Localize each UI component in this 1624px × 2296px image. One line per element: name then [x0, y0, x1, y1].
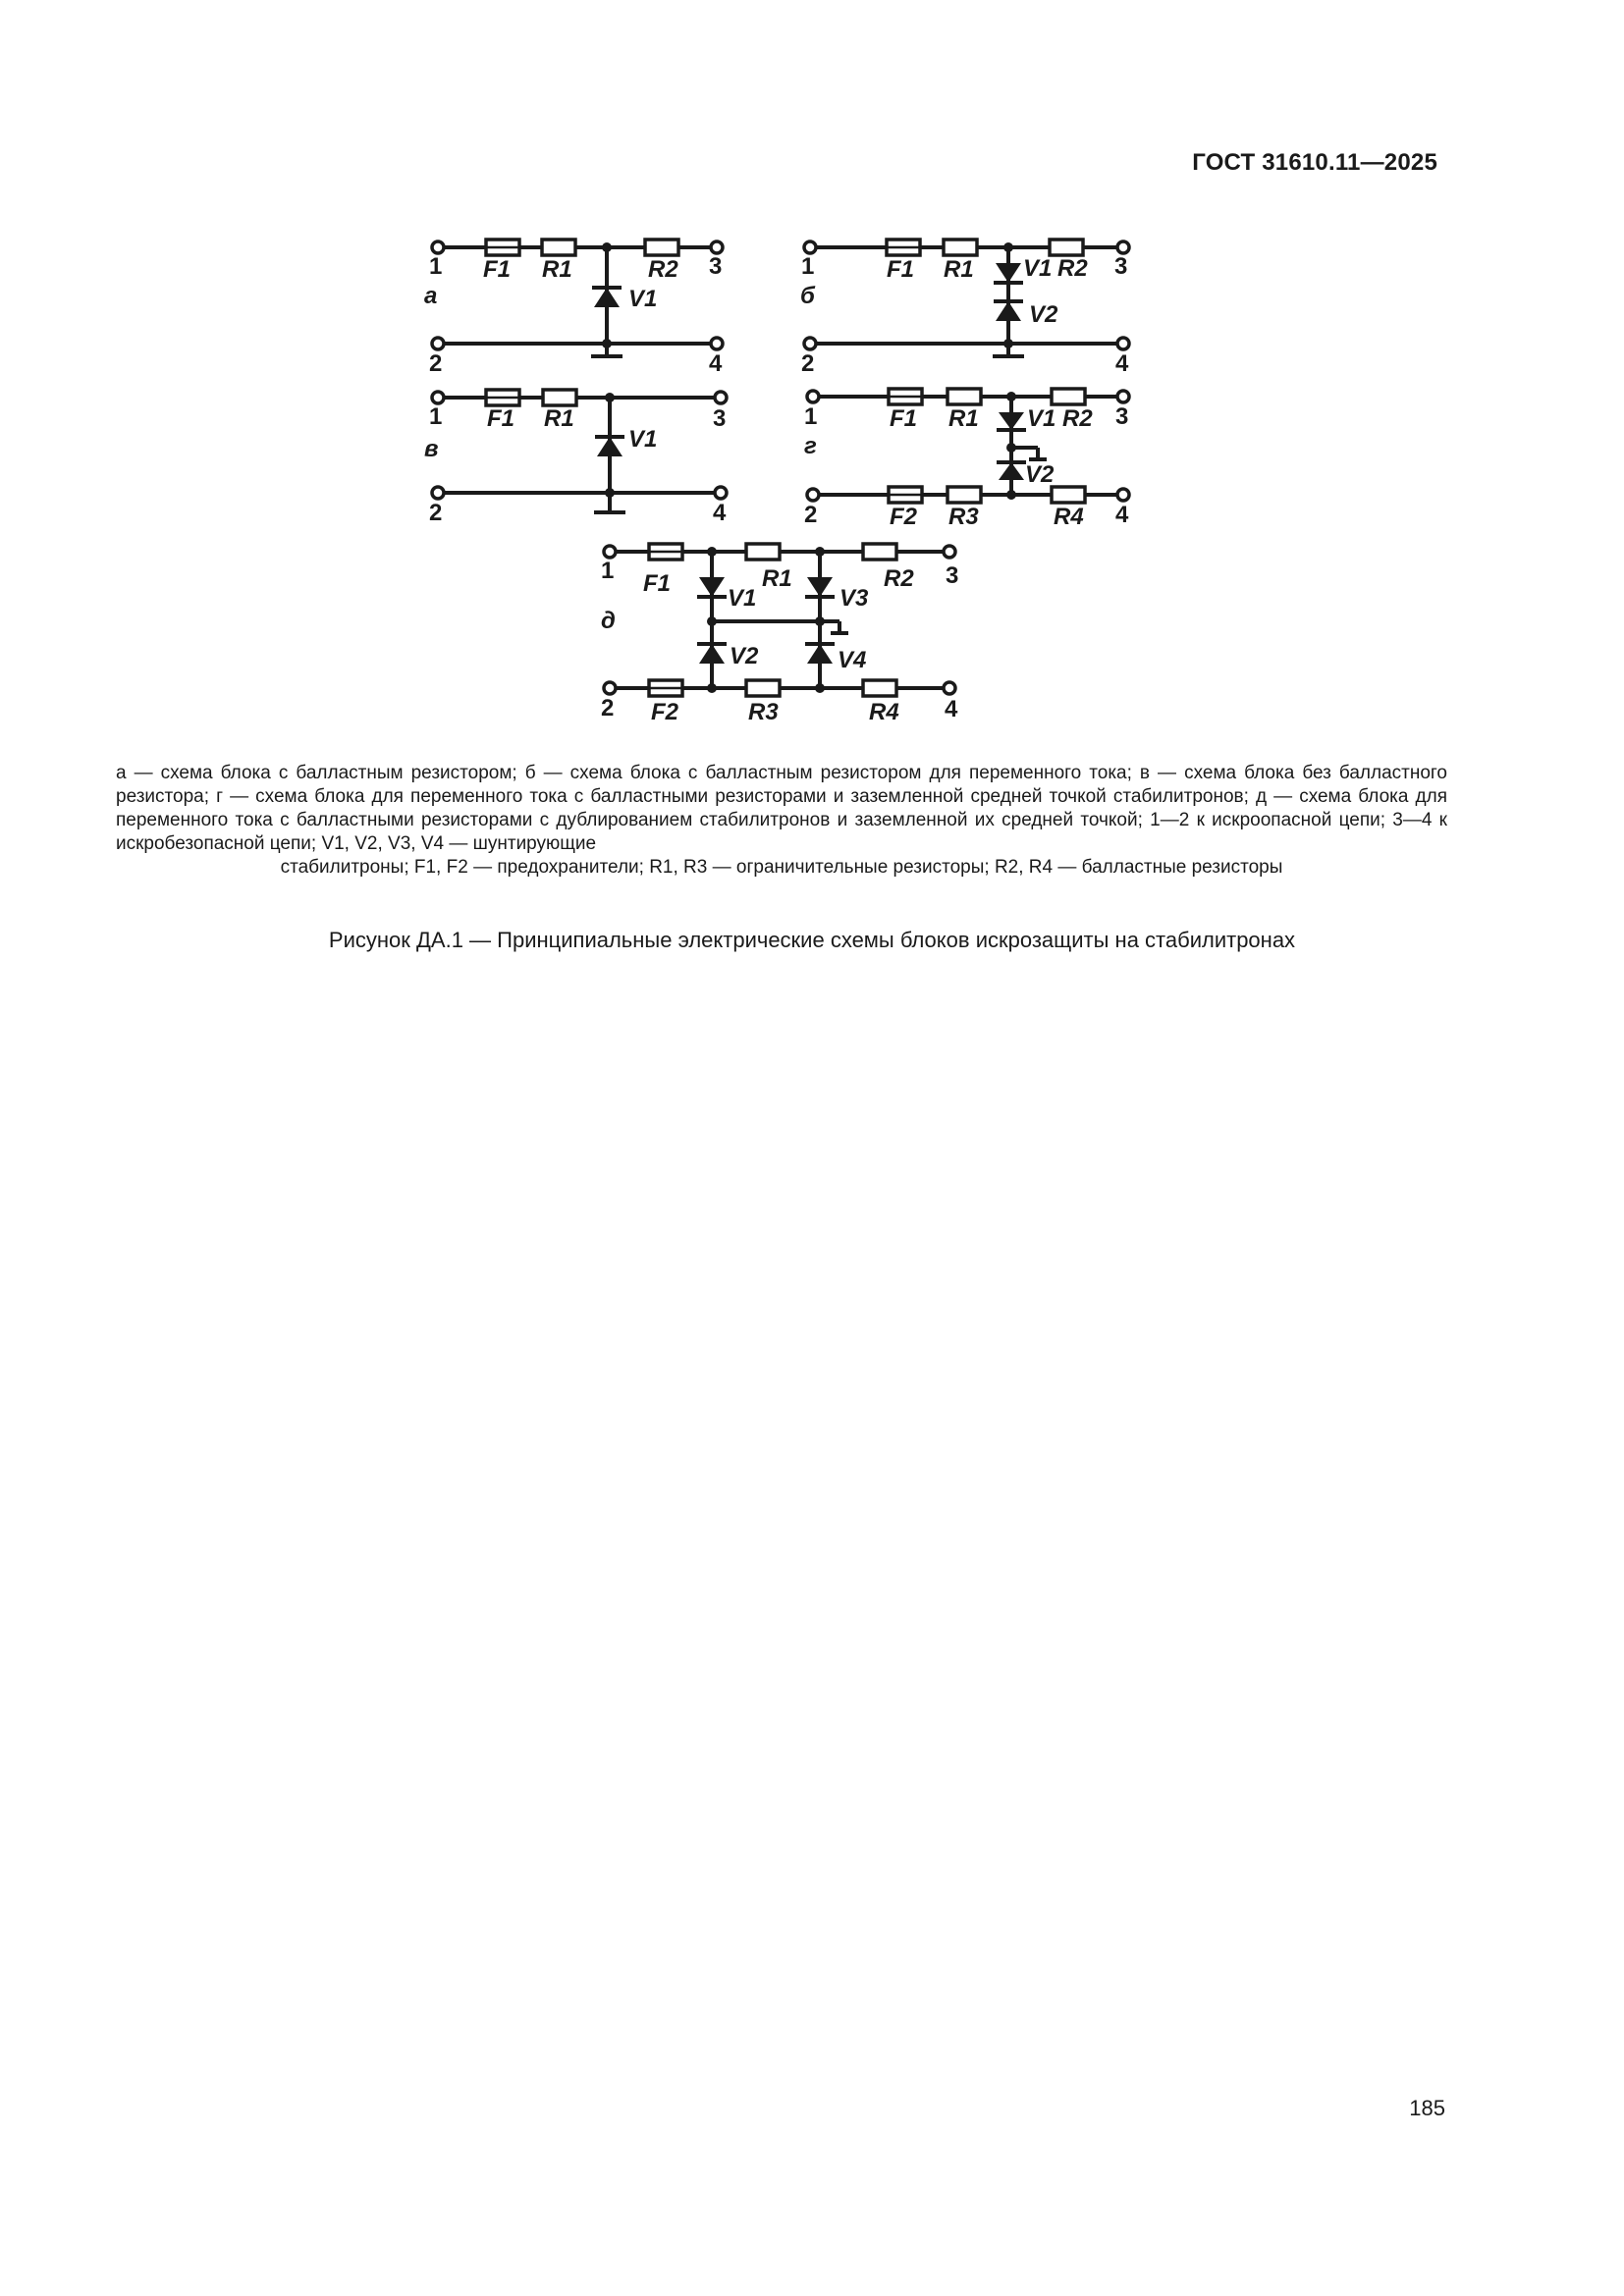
svg-text:3: 3 — [946, 562, 959, 589]
circuit-d — [601, 544, 958, 725]
svg-text:V3: V3 — [839, 585, 869, 612]
terminal-3 — [1117, 391, 1129, 402]
svg-text:R3: R3 — [748, 699, 779, 725]
terminal-4 — [711, 338, 723, 349]
resistor-r2 — [863, 544, 896, 560]
label-a: а — [424, 283, 438, 309]
circuit-b — [800, 240, 1129, 377]
terminal-1 — [804, 241, 816, 253]
resistor-r2 — [645, 240, 678, 255]
zener-diode-v1 — [697, 577, 727, 597]
fuse-f1 — [889, 389, 922, 404]
figure-caption: Рисунок ДА.1 — Принципиальные электрические схемы блоков искрозащиты на стабилитронах — [328, 928, 1296, 952]
svg-text:V1: V1 — [1023, 255, 1053, 282]
svg-text:3: 3 — [709, 253, 723, 280]
circuit-a — [424, 240, 723, 377]
resistor-r1 — [543, 390, 576, 405]
zener-diode-v3 — [805, 577, 835, 597]
circuit-diagrams-figure — [393, 221, 1178, 741]
svg-text:1: 1 — [801, 253, 815, 280]
svg-text:V2: V2 — [1029, 301, 1058, 328]
svg-text:F1: F1 — [483, 256, 512, 283]
resistor-r2 — [1050, 240, 1083, 255]
resistor-r2 — [1052, 389, 1085, 404]
svg-text:R4: R4 — [869, 699, 899, 725]
figure-legend — [116, 762, 1447, 880]
svg-text:F1: F1 — [890, 405, 918, 432]
svg-text:F2: F2 — [890, 504, 918, 530]
terminal-4 — [715, 487, 727, 499]
svg-text:R1: R1 — [944, 256, 974, 283]
svg-text:V2: V2 — [1025, 461, 1055, 488]
svg-text:R3: R3 — [948, 504, 979, 530]
zener-diode-v2 — [997, 462, 1026, 480]
terminal-2 — [432, 487, 444, 499]
terminal-1 — [807, 391, 819, 402]
resistor-r4 — [863, 680, 896, 696]
svg-text:F1: F1 — [643, 570, 672, 597]
terminal-4 — [944, 682, 955, 694]
svg-text:2: 2 — [429, 500, 443, 526]
svg-text:4: 4 — [709, 350, 723, 377]
svg-text:2: 2 — [804, 502, 818, 528]
svg-text:R2: R2 — [1062, 405, 1093, 432]
circuit-v — [424, 390, 727, 526]
fuse-f1 — [486, 240, 519, 255]
terminal-2 — [432, 338, 444, 349]
svg-text:3: 3 — [1115, 403, 1129, 430]
svg-text:4: 4 — [713, 500, 727, 526]
zener-diode-v1 — [592, 288, 622, 307]
svg-text:R1: R1 — [544, 405, 574, 432]
terminal-3 — [715, 392, 727, 403]
zener-diode-v1 — [997, 412, 1026, 430]
svg-text:4: 4 — [945, 696, 958, 722]
svg-text:V1: V1 — [1027, 405, 1056, 432]
terminal-4 — [1117, 338, 1129, 349]
svg-text:3: 3 — [713, 405, 727, 432]
legend-text-main: а — схема блока с балластным резистором; б — схема блока с балластным резистором для переменного тока; в — схема блока без балластного резистора; г — схема блока для переменного тока с балластными резисторами и заземленной средней точкой стабилитронов; д — схема блока для переменного тока с балластными резисторами с дублированием стабилитронов и заземленной их средней точкой; 1—2 к искроопасной цепи; 3—4 к искробезопасной цепи; V1, V2, V3, V4 — шунтирующие — [116, 763, 1447, 854]
resistor-r1 — [746, 544, 780, 560]
label-b: б — [800, 283, 815, 309]
terminal-1 — [604, 546, 616, 558]
resistor-r1 — [944, 240, 977, 255]
terminal-4 — [1117, 489, 1129, 501]
svg-text:F1: F1 — [887, 256, 915, 283]
svg-text:4: 4 — [1115, 502, 1129, 528]
resistor-r1 — [542, 240, 575, 255]
label-v: в — [424, 436, 439, 462]
zener-diode-v1 — [994, 263, 1023, 283]
svg-text:V4: V4 — [838, 647, 867, 673]
page-number: 185 — [1409, 2096, 1445, 2120]
svg-text:R1: R1 — [948, 405, 979, 432]
svg-text:R1: R1 — [762, 565, 792, 592]
svg-text:V1: V1 — [728, 585, 757, 612]
terminal-3 — [1117, 241, 1129, 253]
terminal-2 — [604, 682, 616, 694]
svg-text:V1: V1 — [628, 286, 658, 312]
svg-text:3: 3 — [1114, 253, 1128, 280]
svg-text:F1: F1 — [487, 405, 515, 432]
svg-text:2: 2 — [429, 350, 443, 377]
svg-text:4: 4 — [1115, 350, 1129, 377]
svg-text:R4: R4 — [1054, 504, 1084, 530]
terminal-1 — [432, 241, 444, 253]
zener-diode-v1 — [595, 437, 624, 456]
svg-text:2: 2 — [601, 695, 615, 721]
svg-text:1: 1 — [804, 403, 818, 430]
fuse-f2 — [649, 680, 682, 696]
zener-diode-v2 — [697, 644, 727, 664]
zener-diode-v2 — [994, 301, 1023, 321]
svg-text:V2: V2 — [730, 643, 759, 669]
fuse-f1 — [649, 544, 682, 560]
terminal-1 — [432, 392, 444, 403]
circuit-g — [804, 389, 1129, 530]
svg-text:1: 1 — [429, 253, 443, 280]
resistor-r4 — [1052, 487, 1085, 503]
legend-text-last: стабилитроны; F1, F2 — предохранители; R1, R3 — ограничительные резисторы; R2, R4 — балластные резисторы — [280, 857, 1283, 878]
document-code-header: ГОСТ 31610.11—2025 — [1192, 149, 1437, 176]
zener-diode-v4 — [805, 644, 835, 664]
terminal-3 — [944, 546, 955, 558]
terminal-2 — [807, 489, 819, 501]
svg-text:R2: R2 — [648, 256, 678, 283]
svg-text:F2: F2 — [651, 699, 679, 725]
fuse-f1 — [887, 240, 920, 255]
svg-text:1: 1 — [601, 558, 615, 584]
svg-text:R2: R2 — [1057, 255, 1088, 282]
resistor-r3 — [746, 680, 780, 696]
fuse-f1 — [486, 390, 519, 405]
resistor-r1 — [947, 389, 981, 404]
label-g: г — [804, 433, 817, 459]
svg-text:1: 1 — [429, 403, 443, 430]
fuse-f2 — [889, 487, 922, 503]
svg-text:R2: R2 — [884, 565, 914, 592]
svg-text:2: 2 — [801, 350, 815, 377]
svg-text:R1: R1 — [542, 256, 572, 283]
terminal-2 — [804, 338, 816, 349]
resistor-r3 — [947, 487, 981, 503]
terminal-3 — [711, 241, 723, 253]
label-d: д — [601, 608, 616, 634]
svg-text:V1: V1 — [628, 426, 658, 453]
